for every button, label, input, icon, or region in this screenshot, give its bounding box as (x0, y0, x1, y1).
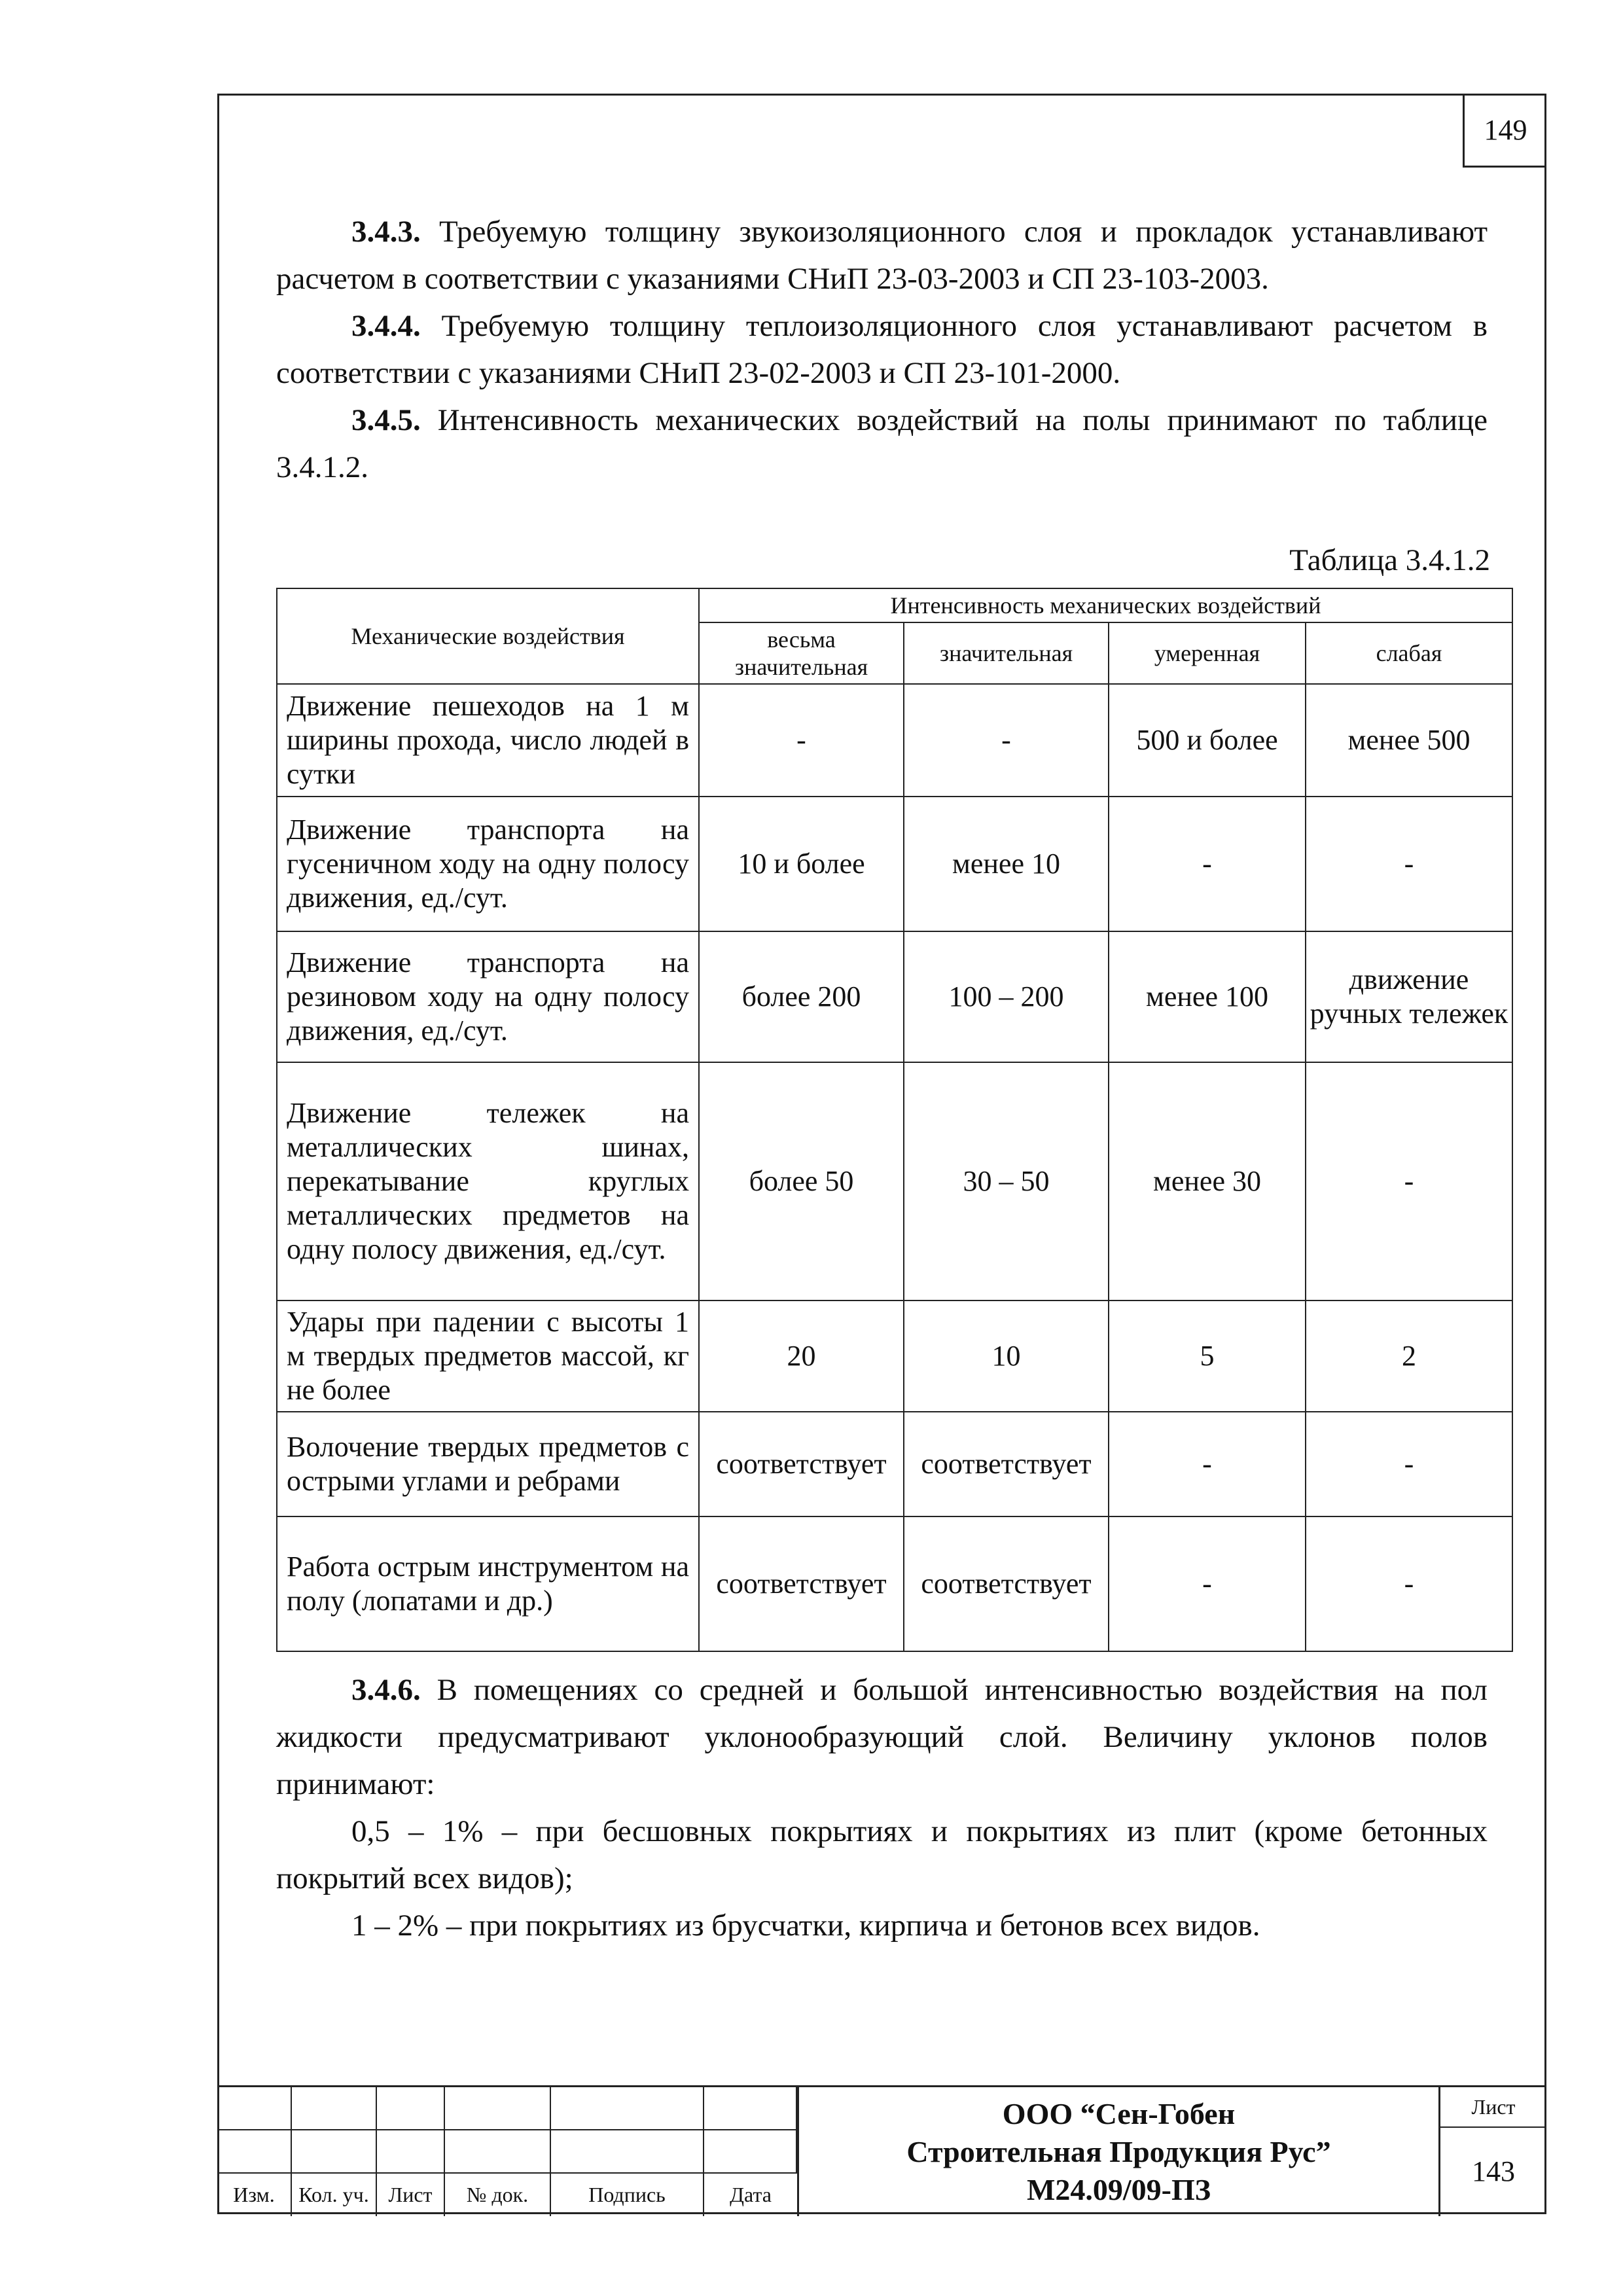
table-row (277, 1062, 1512, 1300)
clause-3-4-4: 3.4.4. Требуемую толщину теплоизоляционного слоя устанавливают расчетом в соответствии с указаниями СНиП 23-02-2003 и СП 23-101-2000. (276, 309, 1488, 390)
cell-value: 5 (1109, 1300, 1306, 1412)
cell-value: - (904, 684, 1109, 797)
title-block (217, 2085, 1546, 2214)
cell-value: менее 100 (1109, 931, 1306, 1062)
cell-value: соответствует (699, 1412, 904, 1516)
table-row (277, 1412, 1512, 1516)
cell-value: более 200 (699, 931, 904, 1062)
slope-item-2: 1 – 2% – при покрытиях из брусчатки, кирпича и бетонов всех видов. (351, 1909, 1260, 1943)
cell-value: менее 500 (1306, 684, 1512, 797)
document-code: М24.09/09-ПЗ (1026, 2172, 1211, 2206)
clauses-lower (276, 1666, 1488, 1949)
cell-value: - (1109, 797, 1306, 931)
row-label: Движение транспорта на гусеничном ходу на одну полосу движения, ед./сут. (277, 797, 699, 931)
cell-value: - (1109, 1516, 1306, 1651)
row-label: Движение пешеходов на 1 м ширины прохода, число людей в сутки (277, 684, 699, 797)
cell-value: - (1306, 797, 1512, 931)
row-label: Движение тележек на металлических шинах, перекатывание круглых металлических предметов на одну полосу движения, ед./сут. (277, 1062, 699, 1300)
label-qty: Кол. уч. (292, 2174, 377, 2216)
cell-value: - (1109, 1412, 1306, 1516)
header-moderate: умеренная (1109, 622, 1306, 684)
cell-value: менее 30 (1109, 1062, 1306, 1300)
cell-value: движение ручных тележек (1306, 931, 1512, 1062)
label-signature: Подпись (551, 2174, 704, 2216)
cell-value: менее 10 (904, 797, 1109, 931)
company-name-line2: Строительная Продукция Рус” (906, 2134, 1331, 2168)
cell-value: соответствует (904, 1516, 1109, 1651)
label-change: Изм. (217, 2174, 292, 2216)
cell-value: соответствует (699, 1516, 904, 1651)
row-label: Работа острым инструментом на полу (лопатами и др.) (277, 1516, 699, 1651)
table-row (277, 1516, 1512, 1651)
sheet-number: 143 (1472, 2155, 1515, 2187)
cell-value: 10 (904, 1300, 1109, 1412)
clause-3-4-5: 3.4.5. Интенсивность механических воздействий на полы принимают по таблице 3.4.1.2. (276, 403, 1488, 484)
cell-value: - (699, 684, 904, 797)
row-label: Движение транспорта на резиновом ходу на одну полосу движения, ед./сут. (277, 931, 699, 1062)
company-name-line1: ООО “Сен-Гобен (1002, 2096, 1236, 2130)
revision-grid (217, 2087, 797, 2216)
cell-value: 20 (699, 1300, 904, 1412)
label-doc-number: № док. (445, 2174, 551, 2216)
cell-value: 500 и более (1109, 684, 1306, 797)
header-impacts: Механические воздействия (277, 588, 699, 684)
table-caption: Таблица 3.4.1.2 (1289, 543, 1490, 577)
cell-value: 2 (1306, 1300, 1512, 1412)
page-number: 149 (1463, 94, 1546, 168)
cell-value: соответствует (904, 1412, 1109, 1516)
label-date: Дата (730, 2183, 772, 2206)
sheet-label: Лист (1440, 2087, 1546, 2128)
company-block (797, 2087, 1440, 2216)
cell-value: более 50 (699, 1062, 904, 1300)
label-sheet: Лист (377, 2174, 445, 2216)
cell-value: - (1306, 1412, 1512, 1516)
clause-3-4-3: 3.4.3. Требуемую толщину звукоизоляционного слоя и прокладок устанавливают расчетом в соответствии с указаниями СНиП 23-03-2003 и СП 23-103-2003. (276, 215, 1488, 296)
cell-value: 100 – 200 (904, 931, 1109, 1062)
clauses-upper (276, 208, 1488, 491)
table-row (277, 931, 1512, 1062)
header-intensity-group: Интенсивность механических воздействий (699, 588, 1512, 622)
clause-3-4-6: 3.4.6. В помещениях со средней и большой интенсивностью воздействия на пол жидкости предусматривают уклонообразующий слой. Величину уклонов полов принимают: (276, 1673, 1488, 1801)
row-label: Удары при падении с высоты 1 м твердых предметов массой, кг не более (277, 1300, 699, 1412)
header-significant: значительная (904, 622, 1109, 684)
table-row (277, 684, 1512, 797)
mechanical-impact-table (276, 588, 1513, 1652)
cell-value: - (1306, 1516, 1512, 1651)
cell-value: - (1306, 1062, 1512, 1300)
header-weak: слабая (1306, 622, 1512, 684)
table-row (277, 797, 1512, 931)
table-row (277, 1300, 1512, 1412)
row-label: Волочение твердых предметов с острыми углами и ребрами (277, 1412, 699, 1516)
header-very-significant: весьма значительная (699, 622, 904, 684)
slope-item-1: 0,5 – 1% – при бесшовных покрытиях и покрытиях из плит (кроме бетонных покрытий всех видов); (276, 1814, 1488, 1895)
cell-value: 30 – 50 (904, 1062, 1109, 1300)
cell-value: 10 и более (699, 797, 904, 931)
